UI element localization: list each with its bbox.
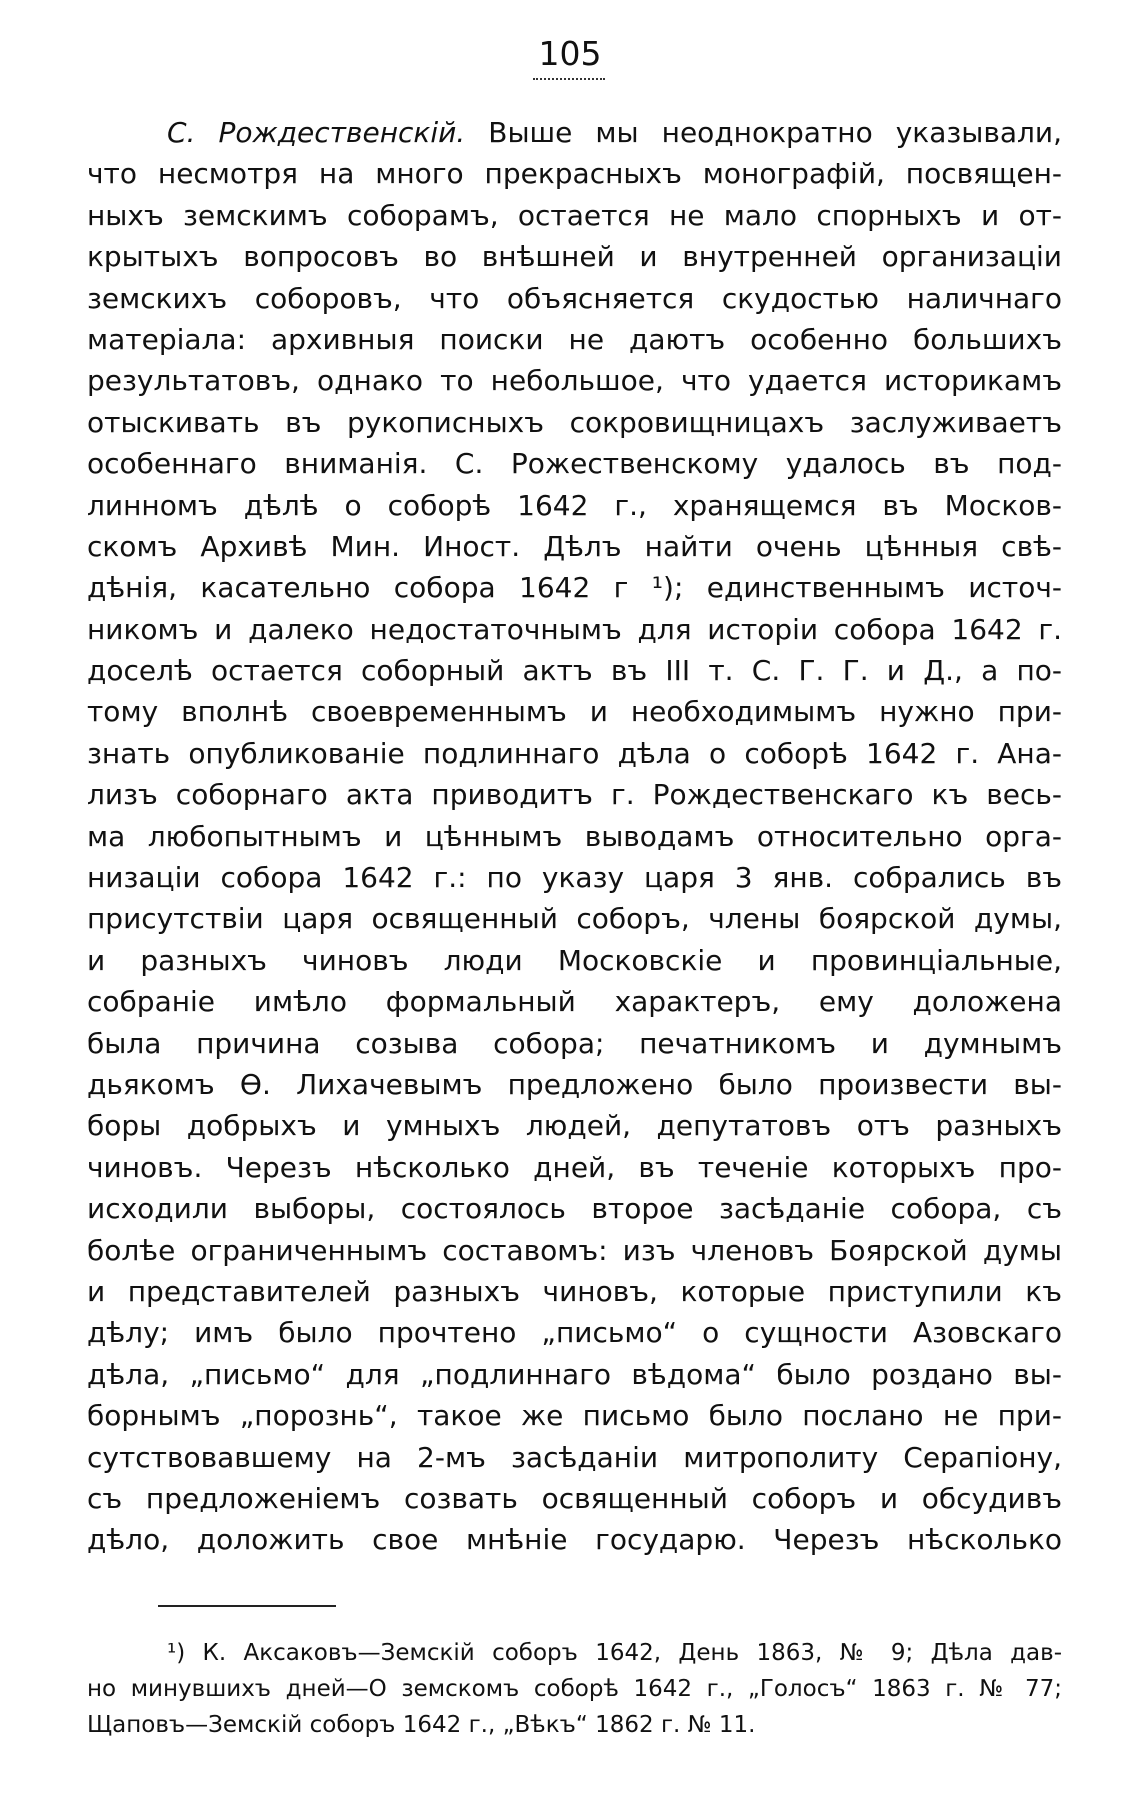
text-line-1-rest: Выше мы неоднократно указывали, bbox=[465, 116, 1062, 149]
body-paragraph bbox=[87, 112, 1062, 1561]
text-line: чиновъ. Черезъ нѣсколько дней, въ теченіе которыхъ про- bbox=[87, 1150, 1062, 1184]
text-line: никомъ и далеко недостаточнымъ для исторіи собора 1642 г. bbox=[87, 612, 1062, 646]
text-line: лизъ соборнаго акта приводитъ г. Рождественскаго къ весь- bbox=[87, 778, 1062, 812]
text-line: ныхъ земскимъ соборамъ, остается не мало спорныхъ и от- bbox=[87, 198, 1062, 232]
text-line: доселѣ остается соборный актъ въ III т. С. Г. Г. и Д., а по- bbox=[87, 654, 1062, 688]
text-line: дѣнія, касательно собора 1642 г ¹); единственнымъ источ- bbox=[87, 571, 1062, 605]
text-line: отыскивать въ рукописныхъ сокровищницахъ заслуживаетъ bbox=[87, 405, 1062, 439]
text-line: дьякомъ Ѳ. Лихачевымъ предложено было произвести вы- bbox=[87, 1067, 1062, 1101]
page-number-underline bbox=[533, 78, 605, 80]
text-line: знать опубликованіе подлиннаго дѣла о соборѣ 1642 г. Ана- bbox=[87, 736, 1062, 770]
text-line: дѣлу; имъ было прочтено „письмо“ о сущности Азовскаго bbox=[87, 1316, 1062, 1350]
text-line: ма любопытнымъ и цѣннымъ выводамъ относительно орга- bbox=[87, 819, 1062, 853]
text-line: низаціи собора 1642 г.: по указу царя 3 янв. собрались въ bbox=[87, 861, 1062, 895]
text-line: дѣла, „письмо“ для „подлиннаго вѣдома“ было роздано вы- bbox=[87, 1357, 1062, 1391]
footnote-separator bbox=[158, 1605, 336, 1607]
text-line-1 bbox=[87, 112, 1062, 153]
text-line: боры добрыхъ и умныхъ людей, депутатовъ отъ разныхъ bbox=[87, 1109, 1062, 1143]
text-line: и разныхъ чиновъ люди Московскіе и провинціальные, bbox=[87, 943, 1062, 977]
text-line: результатовъ, однако то небольшое, что удается историкамъ bbox=[87, 364, 1062, 398]
text-line: что несмотря на много прекрасныхъ монографій, посвящен- bbox=[87, 157, 1062, 191]
footnote-line: но минувшихъ дней—О земскомъ соборѣ 1642 г., „Голосъ“ 1863 г. № 77; bbox=[87, 1676, 1062, 1702]
text-line: особеннаго вниманія. С. Рожественскому удалось въ под- bbox=[87, 447, 1062, 481]
text-line: собраніе имѣло формальный характеръ, ему доложена bbox=[87, 985, 1062, 1019]
text-line: крытыхъ вопросовъ во внѣшней и внутренней организаціи bbox=[87, 240, 1062, 274]
footnote-line: ¹) К. Аксаковъ—Земскій соборъ 1642, День 1863, № 9; Дѣла дав- bbox=[167, 1640, 1062, 1666]
text-line: матеріала: архивныя поиски не даютъ особенно большихъ bbox=[87, 322, 1062, 356]
text-line: земскихъ соборовъ, что объясняется скудостью наличнаго bbox=[87, 281, 1062, 315]
text-line: и представителей разныхъ чиновъ, которые приступили къ bbox=[87, 1274, 1062, 1308]
page-number: 105 bbox=[538, 34, 602, 73]
text-line: линномъ дѣлѣ о соборѣ 1642 г., хранящемся въ Москов- bbox=[87, 488, 1062, 522]
text-line: болѣе ограниченнымъ составомъ: изъ членовъ Боярской думы bbox=[87, 1233, 1062, 1267]
text-line: съ предложеніемъ созвать освященный соборъ и обсудивъ bbox=[87, 1481, 1062, 1515]
text-line: сутствовавшему на 2-мъ засѣданіи митрополиту Серапіону, bbox=[87, 1440, 1062, 1474]
text-line: тому вполнѣ своевременнымъ и необходимымъ нужно при- bbox=[87, 695, 1062, 729]
footnote bbox=[87, 1635, 1062, 1743]
text-line: присутствіи царя освященный соборъ, члены боярской думы, bbox=[87, 902, 1062, 936]
footnote-line: Щаповъ—Земскій соборъ 1642 г., „Вѣкъ“ 1862 г. № 11. bbox=[87, 1712, 756, 1738]
text-line: борнымъ „порознь“, такое же письмо было послано не при- bbox=[87, 1399, 1062, 1433]
text-line: была причина созыва собора; печатникомъ и думнымъ bbox=[87, 1026, 1062, 1060]
author-name-italic: С. Рождественскій. bbox=[167, 116, 466, 149]
text-line: дѣло, доложить свое мнѣніе государю. Черезъ нѣсколько bbox=[87, 1523, 1062, 1557]
text-line: исходили выборы, состоялось второе засѣданіе собора, съ bbox=[87, 1192, 1062, 1226]
text-line: скомъ Архивѣ Мин. Иност. Дѣлъ найти очень цѣнныя свѣ- bbox=[87, 529, 1062, 563]
